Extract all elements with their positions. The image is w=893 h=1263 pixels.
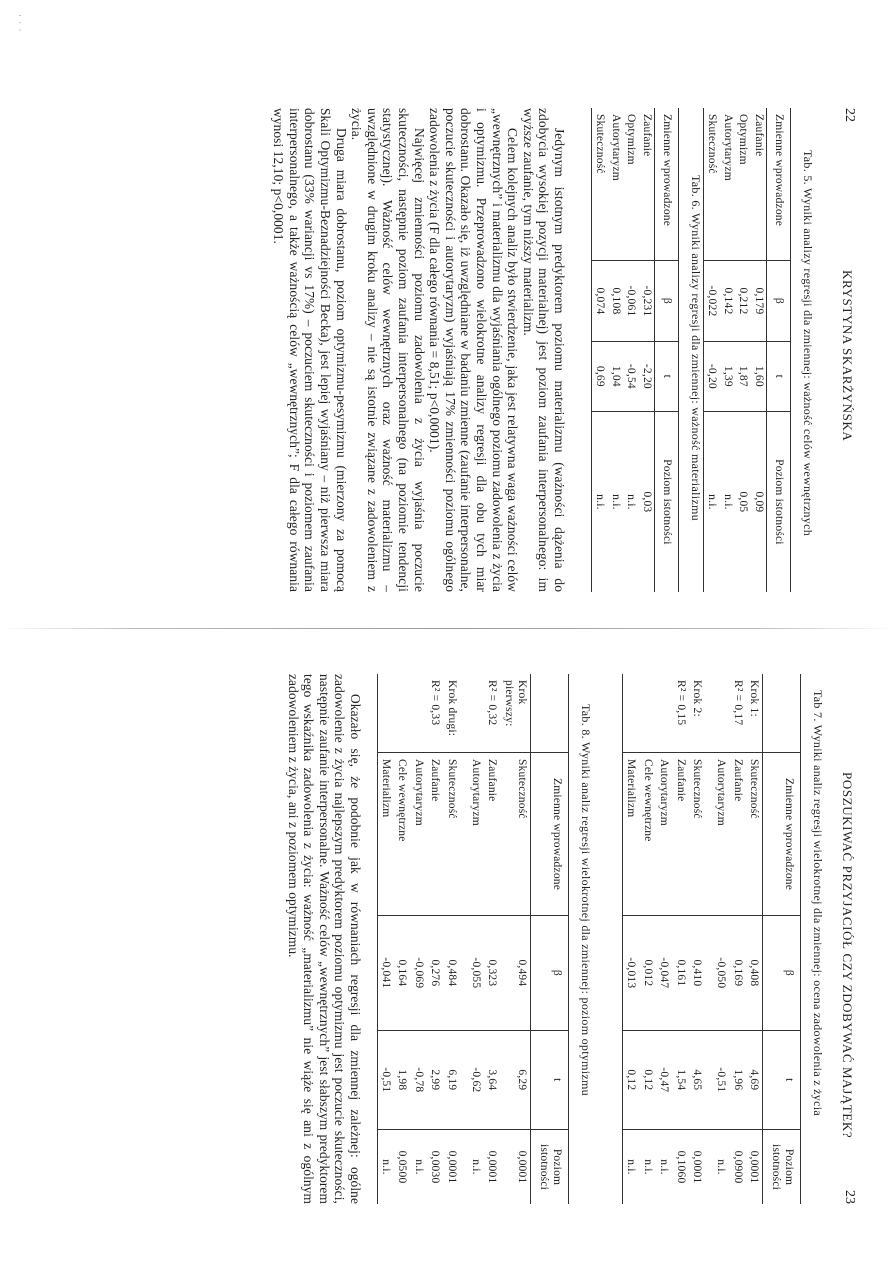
table-row xyxy=(484,674,500,1204)
table8-step-label: Krok pierwszy: xyxy=(500,674,530,753)
table7-cell: 0,12 xyxy=(622,1030,639,1129)
table8-cell: Skuteczność xyxy=(500,753,530,916)
right-page-body xyxy=(285,674,363,1204)
table-row xyxy=(394,674,410,1204)
table-row xyxy=(703,108,719,592)
table7-cell: 0,408 xyxy=(746,916,763,1031)
table7-caption: Tab 7. Wyniki analiz regresji wielokrotnej dla zmiennej: ocena zadowolenia z życia xyxy=(811,690,825,1116)
table7-cell: 0,410 xyxy=(689,916,705,1031)
table7-header-step xyxy=(763,674,801,753)
table5-cell: n.i. xyxy=(703,411,719,592)
paragraph: Celem kolejnych analiz było stwierdzenie, jaka jest relatywna waga ważności celów „wewnętrznych” i materializmu dla wyjaśniania ogólnego poziomu zadowolenia z życia i optymizmu. Przeprowadzono wielokrotne analizy regresji dla obu tych miar dobrostanu. Okazało się, iż uwzględniane w badaniu zmienne (zaufanie interpersonalne, poczucie skuteczności i autorytaryzm) wyjaśniają 17% zmienności poziomu ogólnego zadowolenia z życia (F dla całego równania = 8,51; p<0,0001). xyxy=(427,108,521,592)
table8-cell: Autorytaryzm xyxy=(468,753,484,916)
table-row xyxy=(500,674,530,1204)
table8-header-t: t xyxy=(531,1030,569,1129)
table7-cell: -0,51 xyxy=(713,1030,729,1129)
table5-header-significance: Poziom istotności xyxy=(766,411,790,592)
table8-cell: 1,98 xyxy=(394,1030,410,1129)
table-row xyxy=(591,108,607,592)
table5-header-row xyxy=(766,108,790,592)
scan-mark: · · · xyxy=(15,14,25,33)
table8-cell: 0,0001 xyxy=(445,1150,458,1184)
table7-cell: n.i. xyxy=(715,1159,728,1175)
table7-step-label: Krok 2: xyxy=(689,674,705,753)
table8-cell: n.i. xyxy=(469,1159,482,1175)
table7-cell: -0,013 xyxy=(622,916,639,1031)
table7-header-row xyxy=(763,674,801,1204)
table6-cell: -0,231 xyxy=(638,261,654,342)
table7-cell: -0,047 xyxy=(656,916,672,1031)
table8-cell: 0,0500 xyxy=(396,1150,409,1184)
table8-r2: R² = 0,32 xyxy=(484,674,500,753)
table6-cell: n.i. xyxy=(609,494,622,510)
table-row xyxy=(713,674,729,1204)
table8-cell: Materializm xyxy=(377,753,394,916)
table6-header-row xyxy=(654,108,678,592)
table8-header-significance: Poziom istotności xyxy=(531,1130,569,1205)
left-running-head: KRYSTYNA SKARŻYŃSKA xyxy=(840,270,855,442)
table8-cell: Skuteczność xyxy=(443,753,459,916)
table7-cell: 0,0001 xyxy=(690,1150,703,1184)
table5-cell: 0,09 xyxy=(752,491,765,513)
paragraph: Druga miara dobrostanu, poziom optymizmu-pesymizmu (mierzony za pomocą Skali Optymizmu-Beznadziejności Becka), jest lepiej wyjaśniany – niż pierwsza miara dobrostanu (33% wariancji vs 17%) – poczuciem skuteczności i poziomem zaufania interpersonalnego, a także ważnością celów „wewnętrznych”; F dla całego równania wynosi 12,10; p<0,0001. xyxy=(271,108,349,592)
table6-cell: Autorytaryzm xyxy=(607,108,622,261)
table7-header-significance: Poziom istotności xyxy=(763,1130,801,1205)
table-row xyxy=(468,674,484,1204)
table5-cell: 1,39 xyxy=(719,341,734,411)
table6-cell: 0,69 xyxy=(591,341,607,411)
table8-cell: 0,164 xyxy=(394,916,410,1031)
table-row xyxy=(735,108,750,592)
table5 xyxy=(703,108,791,592)
table-row xyxy=(689,674,705,1204)
table8-cell: 2,99 xyxy=(427,1030,443,1129)
table6-header-t: t xyxy=(654,341,678,411)
table6-header-beta: β xyxy=(654,261,678,342)
table8-caption: Tab. 8. Wyniki analiz regresji wielokrotnej dla zmiennej: poziom optymizmu xyxy=(579,704,593,1096)
table7-cell: 1,54 xyxy=(672,1030,688,1129)
table-row xyxy=(729,674,745,1204)
table-row xyxy=(656,674,672,1204)
paragraph: Okazało się, że podobnie jak w równaniach regresji dla zmiennej zależnej: ogólne zadowolenie z życia najlepszym predyktorem poziomu optymizmu jest poczucie skuteczności, następnie zaufanie interpersonalne. Ważność celów „wewnętrznych” jest słabszym predyktorem tego wskaźnika zadowolenia z życia: ważność „materializmu” nie wiąże się ani z ogólnym zadowoleniem z życia, ani z poziomem optymizmu. xyxy=(285,674,363,1204)
table-row xyxy=(443,674,459,1204)
table5-cell: -0,20 xyxy=(703,341,719,411)
left-page-body xyxy=(271,108,567,592)
table8-cell: n.i. xyxy=(412,1159,425,1175)
table8-cell: -0,51 xyxy=(377,1030,394,1129)
table-row xyxy=(607,108,622,592)
table8-step-label: Krok drugi: xyxy=(443,674,459,753)
table6 xyxy=(591,108,679,592)
table6-cell: n.i. xyxy=(591,411,607,592)
table5-caption: Tab. 5. Wyniki analizy regresji dla zmiennej: ważność celów wewnętrznych xyxy=(801,150,815,537)
table8-cell: Zaufanie xyxy=(427,753,443,916)
left-page xyxy=(0,0,893,628)
paragraph: Najwięcej zmienności poziomu zadowolenia z życia wyjaśnia poczucie skuteczności, następnie poziom zaufania interpersonalnego (na poziomie tendencji statystycznej). Ważność celów wewnętrznych oraz ważność materializmu – uwzględnione w drugim kroku analizy – nie są istotnie związane z zadowoleniem z życia. xyxy=(349,108,427,592)
table5-header-t: t xyxy=(766,341,790,411)
table8-cell: -0,041 xyxy=(377,916,394,1031)
table6-cell: 0,108 xyxy=(607,261,622,342)
table6-cell: 1,04 xyxy=(607,341,622,411)
table7-cell: 0,1060 xyxy=(674,1150,687,1184)
table5-header-variables: Zmienne wprowadzone xyxy=(766,108,790,261)
table6-cell: -0,061 xyxy=(623,261,638,342)
table5-header-beta: β xyxy=(766,261,790,342)
table8-cell: Autorytaryzm xyxy=(410,753,426,916)
table8-cell: Zaufanie xyxy=(484,753,500,916)
table7-header-beta: β xyxy=(763,916,801,1031)
table7-cell: 1,96 xyxy=(729,1030,745,1129)
table-row xyxy=(750,108,766,592)
table8-header-beta: β xyxy=(531,916,569,1031)
table7-cell: Autorytaryzm xyxy=(656,753,672,916)
table-row xyxy=(746,674,763,1204)
table5-cell: 0,142 xyxy=(719,261,734,342)
table7-cell: Skuteczność xyxy=(746,753,763,916)
table8-cell: -0,78 xyxy=(410,1030,426,1129)
table8-cell: 6,19 xyxy=(443,1030,459,1129)
table7-cell: Skuteczność xyxy=(689,753,705,916)
table-row xyxy=(638,108,654,592)
table7-cell: Materializm xyxy=(622,753,639,916)
table6-cell: 0,074 xyxy=(591,261,607,342)
table7-cell: 0,0900 xyxy=(731,1150,744,1184)
table6-cell: Optymizm xyxy=(623,108,638,261)
table8 xyxy=(377,674,569,1204)
table8-cell: -0,055 xyxy=(468,916,484,1031)
table7-r2: R² = 0,15 xyxy=(672,674,688,753)
table7-r2: R² = 0,17 xyxy=(729,674,745,753)
table8-cell: -0,62 xyxy=(468,1030,484,1129)
table8-header-step xyxy=(531,674,569,753)
table5-cell: 0,212 xyxy=(735,261,750,342)
table5-cell: 0,179 xyxy=(750,261,766,342)
right-page-number: 23 xyxy=(842,1190,857,1204)
table5-cell: 0,05 xyxy=(737,491,750,513)
table6-cell: n.i. xyxy=(625,494,638,510)
table5-cell: Optymizm xyxy=(735,108,750,261)
table7-cell: 0,161 xyxy=(672,916,688,1031)
table8-r2: R² = 0,33 xyxy=(427,674,443,753)
right-page xyxy=(0,630,893,1263)
table-row xyxy=(622,674,639,1204)
table5-cell: 1,60 xyxy=(750,341,766,411)
table6-cell: 0,03 xyxy=(640,491,653,513)
table8-cell: n.i. xyxy=(377,1130,394,1205)
table6-cell: -2,20 xyxy=(638,341,654,411)
table8-cell: 0,276 xyxy=(427,916,443,1031)
table8-cell: Cele wewnętrzne xyxy=(394,753,410,916)
table7-cell: n.i. xyxy=(622,1130,639,1205)
table7-header-t: t xyxy=(763,1030,801,1129)
table-row xyxy=(623,108,638,592)
table8-cell: 0,484 xyxy=(443,916,459,1031)
table5-cell: -0,022 xyxy=(703,261,719,342)
table8-cell: 0,0030 xyxy=(429,1150,442,1184)
table7-cell: 0,0001 xyxy=(748,1150,761,1184)
left-page-number: 22 xyxy=(842,108,857,122)
table8-header-variables: Zmienne wprowadzone xyxy=(531,753,569,916)
table5-cell: Autorytaryzm xyxy=(719,108,734,261)
paragraph: Jedynym istotnym predyktorem poziomu materializmu (ważności dążenia do zdobycia wysokiej pozycji materialnej) jest poziom zaufania interpersonalnego: im wyższe zaufanie, tym niższy materializm. xyxy=(520,108,567,592)
table8-cell: 0,0001 xyxy=(516,1150,529,1184)
table7-cell: 0,169 xyxy=(729,916,745,1031)
table5-cell: n.i. xyxy=(721,494,734,510)
table7-step-label: Krok 1: xyxy=(746,674,763,753)
table7-cell: Zaufanie xyxy=(672,753,688,916)
table8-header-row xyxy=(531,674,569,1204)
table-row xyxy=(639,674,655,1204)
table7-cell: n.i. xyxy=(658,1159,671,1175)
table6-caption: Tab. 6. Wyniki analizy regresji dla zmiennej: ważność materializmu xyxy=(689,175,703,521)
table7-cell: n.i. xyxy=(641,1159,654,1175)
table-row xyxy=(427,674,443,1204)
table7 xyxy=(622,674,801,1204)
table-row xyxy=(672,674,688,1204)
table7-cell: Zaufanie xyxy=(729,753,745,916)
table-row xyxy=(719,108,734,592)
table-row xyxy=(410,674,426,1204)
table6-cell: Skuteczność xyxy=(591,108,607,261)
table7-cell: 0,12 xyxy=(639,1030,655,1129)
table6-header-significance: Poziom istotności xyxy=(654,411,678,592)
table7-cell: Autorytaryzm xyxy=(713,753,729,916)
table5-cell: Zaufanie xyxy=(750,108,766,261)
table7-cell: 0,012 xyxy=(639,916,655,1031)
table7-cell: Cele wewnętrzne xyxy=(639,753,655,916)
table5-cell: Skuteczność xyxy=(703,108,719,261)
table8-cell: 0,323 xyxy=(484,916,500,1031)
table7-cell: -0,47 xyxy=(656,1030,672,1129)
table8-cell: 0,494 xyxy=(500,916,530,1031)
table7-cell: 4,69 xyxy=(746,1030,763,1129)
table7-header-variables: Zmienne wprowadzone xyxy=(763,753,801,916)
page-fold-line xyxy=(0,628,893,629)
table7-cell: -0,050 xyxy=(713,916,729,1031)
table7-cell: 4,65 xyxy=(689,1030,705,1129)
table-row xyxy=(377,674,394,1204)
table8-cell: 0,0001 xyxy=(486,1150,499,1184)
table5-cell: 1,87 xyxy=(735,341,750,411)
table6-header-variables: Zmienne wprowadzone xyxy=(654,108,678,261)
table6-cell: -0,54 xyxy=(623,341,638,411)
table8-cell: 6,29 xyxy=(500,1030,530,1129)
table6-cell: Zaufanie xyxy=(638,108,654,261)
table8-cell: 3,64 xyxy=(484,1030,500,1129)
table8-cell: -0,069 xyxy=(410,916,426,1031)
right-running-head: POSZUKIWAĆ PRZYJACIÓŁ CZY ZDOBYWAĆ MAJĄTEK? xyxy=(840,772,855,1139)
